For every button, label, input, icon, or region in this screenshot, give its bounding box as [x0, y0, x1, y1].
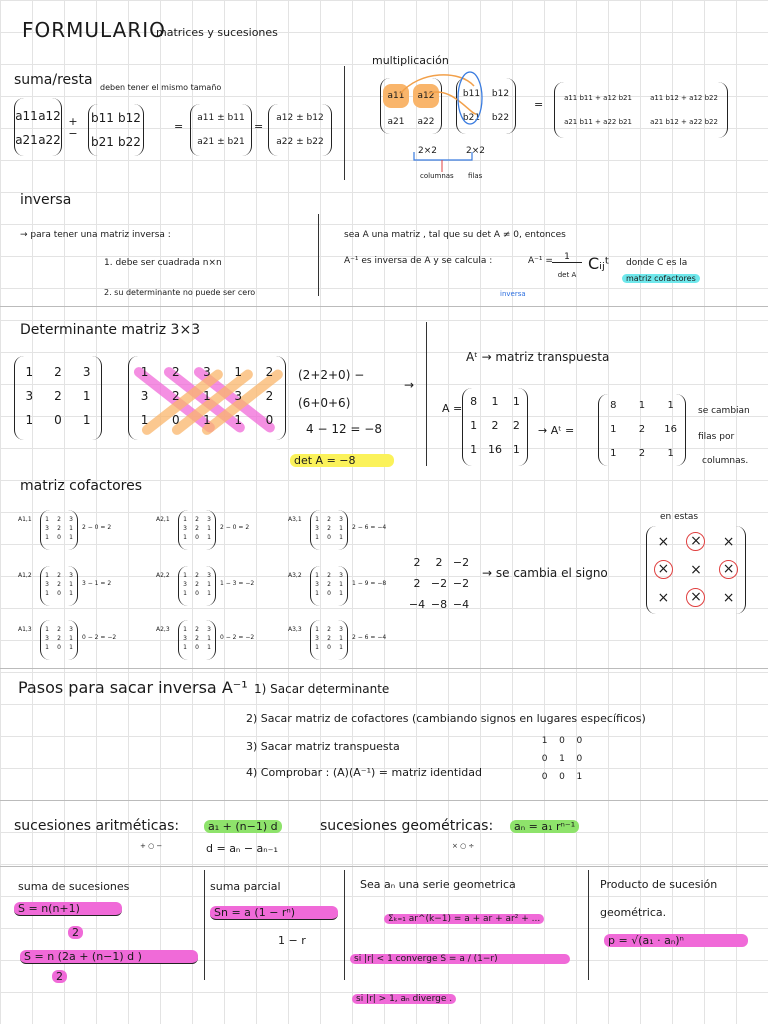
matrix-cell: 1 — [207, 590, 211, 597]
matrix-cell: 3 — [207, 516, 211, 523]
matrix-cell: 1 — [470, 443, 478, 456]
cofactor-calc: 3 − 1 = 2 — [82, 580, 112, 587]
x-icon: × — [722, 534, 735, 550]
matrix-cell: 2 — [195, 525, 199, 532]
sum-result-col2 — [268, 104, 332, 156]
matrix-cell: 1 — [69, 635, 73, 642]
inversa-cond1: 1. debe ser cuadrada n×n — [104, 258, 222, 268]
arrow-icon: → — [404, 378, 415, 392]
producto-title: Producto de sucesión — [600, 878, 718, 891]
matrix-cell: 0 — [327, 590, 331, 597]
matrix-cell: 1 — [45, 590, 49, 597]
matrix-cell: 1 — [45, 626, 49, 633]
matrix-cell: 3 — [339, 516, 343, 523]
matrix-cell: 2 — [435, 556, 443, 569]
cofactor-label: A1,2 — [18, 572, 32, 579]
matrix-cell: 0 — [265, 413, 274, 427]
matrix-cell: 2 — [638, 448, 646, 459]
matrix-cell: 3 — [69, 626, 73, 633]
pasos-step1: 1) Sacar determinante — [254, 682, 390, 696]
suma-formula1-den: 2 — [68, 926, 83, 939]
matrix-cell: 1 — [25, 413, 34, 427]
transpuesta-a-label: A = — [442, 402, 463, 415]
sign-pattern-matrix — [646, 526, 746, 614]
matrix-cell: 1 — [610, 448, 617, 459]
serie-sum: Σₖ₌₁ ar^(k−1) = a + ar + ar² + ... — [384, 914, 544, 924]
matrix-cell: 1 — [207, 525, 211, 532]
matrix-cell: a11 b11 + a12 b21 — [564, 94, 632, 102]
pasos-title: Pasos para sacar inversa A⁻¹ — [18, 678, 248, 697]
page-subtitle: matrices y sucesiones — [156, 26, 278, 39]
matrix-cell: 1 — [339, 581, 343, 588]
matrix-cell: 1 — [82, 413, 91, 427]
suma-formula2: S = n (2a + (n−1) d ) — [20, 950, 198, 964]
matrix-cell: a22 — [38, 133, 61, 147]
matrix-cell: 3 — [183, 525, 187, 532]
cofactor-calc: 1 − 3 = −2 — [220, 580, 255, 587]
inversa-label: inversa — [500, 290, 526, 298]
divider — [204, 870, 205, 980]
matrix-cell: 1 — [69, 581, 73, 588]
matrix-cell: 2 — [195, 581, 199, 588]
cofactor-label: A2,2 — [156, 572, 170, 579]
cambia-signo-text: → se cambia el signo — [482, 566, 608, 580]
aritmeticas-label: sucesiones aritméticas: — [14, 818, 180, 834]
cofactor-mini-matrix — [310, 510, 348, 550]
cofactor-symbol: Cᵢⱼᵗ — [588, 254, 610, 273]
inversa-fraction — [552, 252, 582, 279]
matrix-cell: a22 ± b22 — [276, 137, 324, 147]
circled-x-icon: × — [686, 532, 705, 551]
matrix-cell: 0 — [54, 413, 62, 427]
matrix-cell: 0 — [57, 590, 61, 597]
dims-right: 2×2 — [466, 146, 485, 156]
matrix-cell: 1 — [512, 443, 520, 456]
cofactor-mini-matrix — [40, 620, 78, 660]
fraction-denominator: det A — [557, 271, 577, 279]
det-line3: 4 − 12 = −8 — [306, 422, 382, 436]
cofactor-mini-matrix — [178, 510, 216, 550]
multiplicacion-title: multiplicación — [372, 54, 449, 67]
matrix-cell: 0 — [559, 736, 565, 746]
x-icon: × — [657, 590, 670, 606]
matrix-cell: 3 — [339, 626, 343, 633]
matrix-cell: 1 — [315, 644, 319, 651]
det-line1: (2+2+0) − — [298, 368, 365, 382]
matrix-cell: b21 — [91, 135, 114, 149]
circled-x-icon: × — [686, 588, 705, 607]
equals-sign: = — [254, 120, 264, 133]
matrix-cell: 16 — [487, 443, 502, 456]
matrix-cell: 1 — [512, 395, 520, 408]
inversa-intro: → para tener una matriz inversa : — [20, 230, 171, 240]
matrix-cell: −2 — [430, 577, 448, 590]
inversa-right2: A⁻¹ es inversa de A y se calcula : — [344, 256, 493, 266]
matrix-cell: 0 — [559, 772, 565, 782]
cofactor-calc: 2 − 0 = 2 — [220, 524, 250, 531]
cofactor-mini-matrix — [40, 510, 78, 550]
matrix-cell: 0 — [576, 736, 583, 746]
matrix-cell: 1 — [207, 635, 211, 642]
matrix-cell: 2 — [265, 365, 274, 379]
inversa-donde: donde C es la — [626, 258, 688, 268]
matrix-cell: a11 — [15, 109, 38, 123]
matrix-cell: 1 — [45, 534, 49, 541]
matrix-cell: 1 — [45, 516, 49, 523]
matrix-cell: 0 — [57, 534, 61, 541]
matrix-cell: 3 — [234, 389, 243, 403]
matrix-cell: 2 — [327, 516, 331, 523]
cofactor-calc: 2 − 0 = 2 — [82, 524, 112, 531]
geometrica-formula: aₙ = a₁ rⁿ⁻¹ — [510, 820, 579, 833]
matrix-cell: 1 — [559, 754, 565, 764]
suma-formula2-den: 2 — [52, 970, 67, 983]
matrix-cell: 1 — [541, 736, 548, 746]
matrix-cell: a12 — [413, 84, 439, 108]
section-divider — [0, 800, 768, 801]
multiplication-arrows — [380, 64, 520, 184]
matrix-cell: b22 — [491, 113, 510, 123]
sum-matrix-b — [88, 104, 144, 156]
matrix-cell: a12 ± b12 — [276, 113, 324, 123]
matrix-cell: −2 — [452, 556, 470, 569]
suma-sucesiones-title: suma de sucesiones — [18, 880, 130, 893]
cofactor-mini-matrix — [310, 620, 348, 660]
matrix-cell: 0 — [57, 644, 61, 651]
matrix-cell: 1 — [339, 534, 343, 541]
matrix-cell: 3 — [25, 389, 34, 403]
matrix-cell: b22 — [118, 135, 141, 149]
matrix-cell: −2 — [452, 577, 470, 590]
matrix-cell: 0 — [171, 413, 180, 427]
matrix-cell: 1 — [183, 572, 187, 579]
transpuesta-title: Aᵗ → matriz transpuesta — [466, 350, 610, 364]
geometrica-ops: × ○ ÷ — [452, 842, 475, 850]
matrix-cell: 1 — [667, 448, 674, 459]
x-icon: × — [657, 534, 670, 550]
matrix-cell: 1 — [315, 626, 319, 633]
matrix-cell: 3 — [315, 635, 319, 642]
det-extended-matrix — [128, 356, 286, 440]
section-divider — [0, 668, 768, 669]
divider — [344, 870, 345, 980]
serie-converge: si |r| < 1 converge S = a / (1−r) — [350, 954, 570, 964]
matrix-cell: 1 — [339, 525, 343, 532]
transpose-matrix-at — [598, 394, 686, 466]
pasos-step2: 2) Sacar matriz de cofactores (cambiando signos en lugares específicos) — [246, 712, 646, 725]
inversa-cond2: 2. su determinante no puede ser cero — [104, 288, 256, 297]
matrix-cell: b12 — [491, 89, 510, 99]
dims-left: 2×2 — [418, 146, 437, 156]
cofactores-label: matriz cofactores — [622, 274, 700, 283]
matrix-cell: b11 — [91, 111, 114, 125]
cofactor-mini-matrix — [40, 566, 78, 606]
matrix-cell: 3 — [45, 635, 49, 642]
matrix-cell: 1 — [203, 413, 211, 427]
matrix-cell: 3 — [203, 365, 211, 379]
matrix-cell: 1 — [315, 534, 319, 541]
matrix-cell: 1 — [470, 419, 478, 432]
matrix-cell: 1 — [140, 413, 149, 427]
matrix-cell: 1 — [339, 635, 343, 642]
matrix-cell: 2 — [54, 389, 62, 403]
matrix-cell: 0 — [576, 754, 583, 764]
matrix-cell: a22 — [417, 117, 435, 127]
matrix-cell: b21 — [462, 113, 481, 123]
matrix-cell: 1 — [69, 644, 73, 651]
matrix-cell: 2 — [57, 581, 61, 588]
matrix-cell: 3 — [183, 581, 187, 588]
matrix-cell: 1 — [207, 534, 211, 541]
matrix-cell: 2 — [57, 635, 61, 642]
aritmetica-ops: + ○ − — [140, 842, 163, 850]
cofactor-calc: 2 − 6 = −4 — [352, 634, 387, 641]
circled-x-icon: × — [654, 560, 673, 579]
serie-diverge: si |r| > 1, aₙ diverge . — [352, 994, 456, 1004]
matrix-cell: 1 — [69, 525, 73, 532]
matrix-cell: a21 ± b21 — [197, 137, 245, 147]
x-icon: × — [722, 590, 735, 606]
matrix-cell: 1 — [82, 389, 91, 403]
matrix-cell: 2 — [195, 626, 199, 633]
matrix-cell: 2 — [413, 577, 421, 590]
cofactor-mini-matrix — [310, 566, 348, 606]
matrix-cell: 1 — [45, 572, 49, 579]
matrix-cell: a21 — [387, 117, 405, 127]
matrix-cell: 1 — [183, 534, 187, 541]
matrix-cell: 3 — [140, 389, 149, 403]
matrix-cell: −8 — [430, 598, 448, 611]
matrix-cell: 2 — [57, 626, 61, 633]
suma-resta-title: suma/resta — [14, 72, 93, 88]
matrix-cell: 1 — [203, 389, 211, 403]
equals-sign: = — [174, 120, 184, 133]
matrix-cell: 2 — [195, 635, 199, 642]
matrix-cell: 3 — [82, 365, 91, 379]
matrix-cell: 1 — [610, 424, 617, 435]
matrix-cell: 8 — [610, 400, 617, 411]
matrix-cell: 2 — [327, 525, 331, 532]
matrix-cell: 0 — [195, 534, 199, 541]
matrix-cell: 2 — [327, 572, 331, 579]
matrix-cell: 1 — [69, 590, 73, 597]
matrix-cell: 2 — [491, 419, 499, 432]
cofactor-mini-matrix — [178, 566, 216, 606]
matrix-cell: a12 — [38, 109, 61, 123]
divider — [588, 870, 589, 980]
cofactor-calc: 0 − 2 = −2 — [220, 634, 255, 641]
pasos-step3: 3) Sacar matriz transpuesta — [246, 740, 400, 753]
matrix-cell: 2 — [265, 389, 274, 403]
matrix-cell: 1 — [234, 365, 243, 379]
cofactor-label: A1,3 — [18, 626, 32, 633]
matrix-cell: 3 — [315, 525, 319, 532]
matrix-cell: 2 — [512, 419, 520, 432]
identity-matrix — [536, 732, 588, 786]
matrix-cell: 3 — [45, 525, 49, 532]
inversa-formula-lhs: A⁻¹ = — [528, 256, 553, 266]
matrix-cell: 1 — [183, 626, 187, 633]
cofactor-label: A3,3 — [288, 626, 302, 633]
matrix-cell: 3 — [315, 581, 319, 588]
matrix-cell: 1 — [339, 644, 343, 651]
matrix-cell: 1 — [25, 365, 34, 379]
cofactor-label: A3,2 — [288, 572, 302, 579]
cofactor-calc: 1 − 9 = −8 — [352, 580, 387, 587]
matrix-cell: 0 — [195, 590, 199, 597]
sum-result-col1 — [190, 104, 252, 156]
det-result: det A = −8 — [290, 454, 394, 467]
inversa-title: inversa — [20, 192, 72, 208]
cofactor-calc: 2 − 6 = −4 — [352, 524, 387, 531]
matrix-cell: 0 — [541, 772, 548, 782]
matrix-cell: 1 — [339, 590, 343, 597]
divider — [344, 66, 345, 180]
matrix-cell: 1 — [69, 534, 73, 541]
matrix-cell: 3 — [69, 572, 73, 579]
page-title: FORMULARIO — [22, 18, 166, 42]
matrix-cell: 2 — [413, 556, 421, 569]
matrix-cell: 1 — [491, 395, 499, 408]
suma-resta-note: deben tener el mismo tamaño — [100, 83, 222, 92]
matrix-cell: 2 — [327, 635, 331, 642]
matrix-cell: a21 — [15, 133, 38, 147]
determinante-title: Determinante matriz 3×3 — [20, 322, 201, 338]
matrix-cell: 2 — [195, 572, 199, 579]
suma-formula1: S = n(n+1) — [14, 902, 122, 916]
matrix-cell: a21 b11 + a22 b21 — [564, 118, 632, 126]
matrix-cell: a11 b12 + a12 b22 — [650, 94, 718, 102]
matrix-cell: 3 — [207, 572, 211, 579]
cofactor-label: A2,3 — [156, 626, 170, 633]
pasos-step4: 4) Comprobar : (A)(A⁻¹) = matriz identidad — [246, 766, 482, 779]
divider — [318, 214, 319, 296]
matrix-cell: 1 — [315, 572, 319, 579]
suma-parcial-den: 1 − r — [278, 934, 306, 947]
en-estas-label: en estas — [660, 512, 699, 522]
cofactor-label: A1,1 — [18, 516, 32, 523]
matrix-cell: 1 — [315, 590, 319, 597]
cofactor-mini-matrix — [178, 620, 216, 660]
matrix-cell: 2 — [171, 365, 180, 379]
producto-formula: p = √(a₁ · aₙ)ⁿ — [604, 934, 748, 947]
matrix-cell: 3 — [207, 626, 211, 633]
matrix-cell: 3 — [45, 581, 49, 588]
matrix-cell: 2 — [327, 626, 331, 633]
matrix-cell: −4 — [452, 598, 470, 611]
matrix-cell: 3 — [69, 516, 73, 523]
matrix-cell: 1 — [234, 413, 243, 427]
section-divider — [0, 866, 768, 867]
matrix-cell: 1 — [576, 772, 583, 782]
cofactor-calc: 0 − 2 = −2 — [82, 634, 117, 641]
sum-matrix-a — [14, 98, 62, 156]
section-divider — [0, 306, 768, 307]
matrix-cell: a11 — [383, 84, 409, 108]
matrix-cell: 1 — [315, 516, 319, 523]
matrix-cell: 1 — [207, 644, 211, 651]
matrix-cell: 2 — [57, 572, 61, 579]
matrix-cell: 2 — [327, 581, 331, 588]
matrix-cell: 0 — [195, 644, 199, 651]
x-icon: × — [690, 562, 702, 578]
suma-parcial-num: Sn = a (1 − rⁿ) — [210, 906, 338, 920]
matrix-cell: 1 — [667, 400, 674, 411]
filas-label: filas — [468, 172, 483, 180]
cofactor-label: A3,1 — [288, 516, 302, 523]
cofactor-label: A2,1 — [156, 516, 170, 523]
matrix-cell: 2 — [57, 516, 61, 523]
matrix-cell: 1 — [183, 590, 187, 597]
transpuesta-note2: filas por — [698, 432, 735, 442]
transpuesta-at-label: → Aᵗ = — [538, 424, 575, 437]
matrix-cell: 16 — [664, 424, 678, 435]
matrix-cell: 0 — [541, 754, 548, 764]
transpose-matrix-a — [462, 388, 528, 466]
matrix-cell: b12 — [118, 111, 141, 125]
matrix-cell: 2 — [171, 389, 180, 403]
matrix-cell: 1 — [207, 581, 211, 588]
aritmetica-formula: a₁ + (n−1) d — [204, 820, 282, 833]
matrix-cell: 8 — [470, 395, 478, 408]
geometricas-label: sucesiones geométricas: — [320, 818, 494, 834]
matrix-cell: 1 — [183, 516, 187, 523]
aritmetica-d: d = aₙ − aₙ₋₁ — [206, 842, 278, 855]
producto-title2: geométrica. — [600, 906, 667, 919]
serie-title: Sea aₙ una serie geometrica — [360, 878, 516, 891]
matrix-cell: 2 — [57, 525, 61, 532]
operator-plus-minus: + − — [68, 115, 78, 140]
transpuesta-note3: columnas. — [702, 456, 749, 466]
matrix-cell: 0 — [327, 534, 331, 541]
matrix-cell: 0 — [327, 644, 331, 651]
matrix-cell: 1 — [140, 365, 149, 379]
columnas-label: columnas — [420, 172, 454, 180]
inversa-right1: sea A una matriz , tal que su det A ≠ 0, entonces — [344, 230, 566, 240]
matrix-cell: 1 — [183, 644, 187, 651]
matrix-cell: 1 — [638, 400, 646, 411]
circled-x-icon: × — [719, 560, 738, 579]
transpuesta-note1: se cambian — [698, 406, 750, 416]
divider — [426, 322, 427, 466]
matrix-cell: 2 — [638, 424, 646, 435]
suma-parcial-title: suma parcial — [210, 880, 281, 893]
matrix-cell: −4 — [408, 598, 426, 611]
cofactor-result-matrix — [406, 552, 472, 615]
mult-result-matrix — [554, 82, 728, 138]
matrix-cell: 1 — [45, 644, 49, 651]
fraction-numerator: 1 — [552, 252, 582, 263]
matrix-cell: a21 b12 + a22 b22 — [650, 118, 718, 126]
matrix-cell: a11 ± b11 — [197, 113, 245, 123]
matrix-cell: 2 — [195, 516, 199, 523]
matrix-cell: 2 — [54, 365, 62, 379]
matrix-cell: 3 — [339, 572, 343, 579]
det-line2: (6+0+6) — [298, 396, 351, 410]
cofactores-title: matriz cofactores — [20, 478, 143, 494]
matrix-cell: b11 — [462, 89, 481, 99]
equals-sign: = — [534, 98, 544, 111]
det-matrix — [14, 356, 102, 440]
matrix-cell: 3 — [183, 635, 187, 642]
